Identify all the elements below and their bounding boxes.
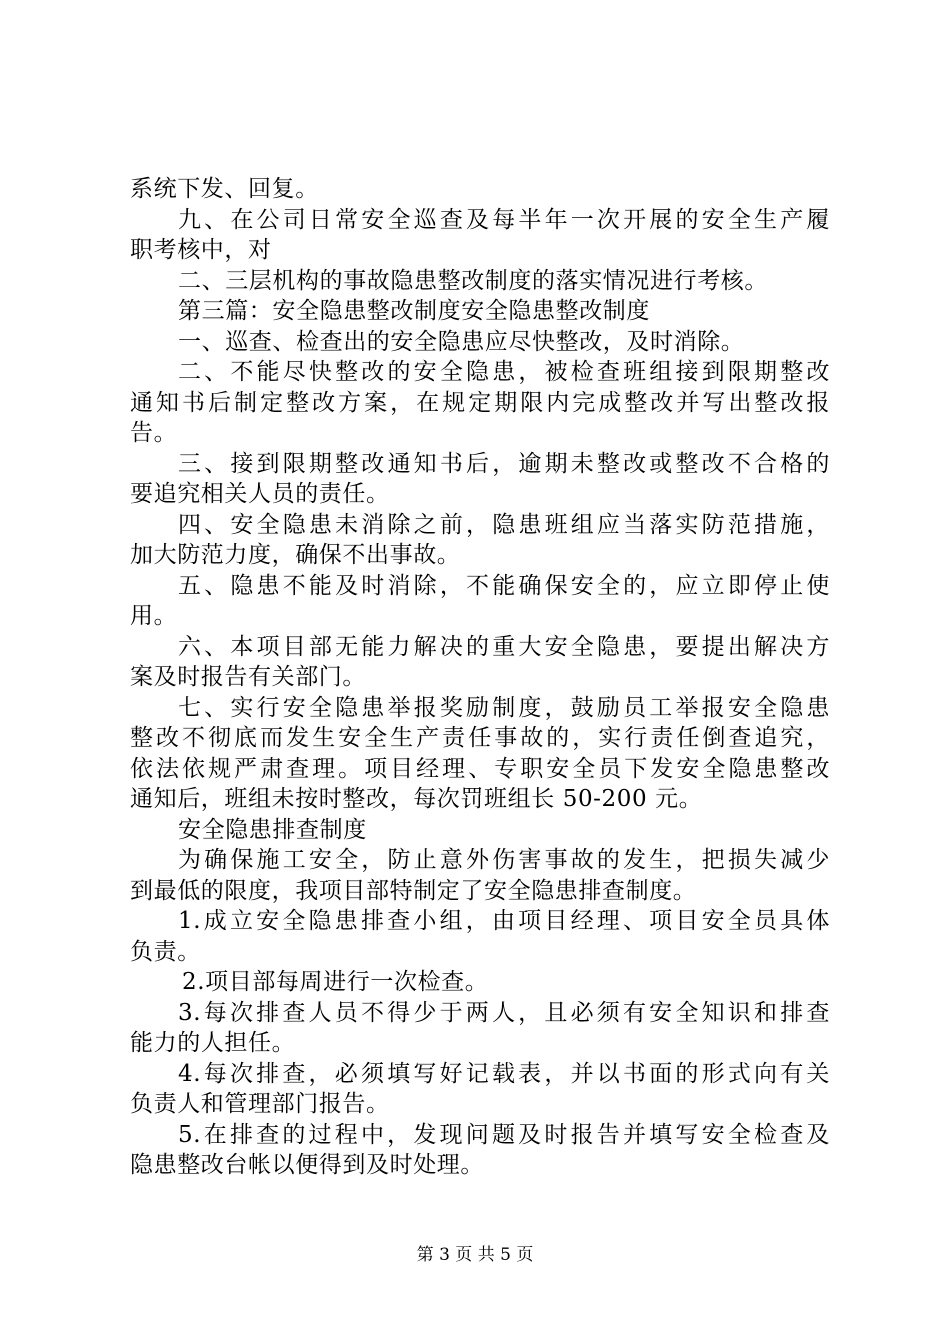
paragraph-line: 系统下发、回复。: [130, 176, 319, 202]
paragraph-line: 通知后，班组未按时整改，每次罚班组长 50-200 元。: [130, 786, 703, 812]
page-footer: [0, 1240, 950, 1265]
paragraph-line: 4.每次排查，必须填写好记载表，并以书面的形式向有关: [178, 1060, 830, 1087]
paragraph-line: 告。: [130, 420, 178, 446]
paragraph-line: 要追究相关人员的责任。: [130, 481, 390, 507]
paragraph-line: 二、三层机构的事故隐患整改制度的落实情况进行考核。: [178, 267, 768, 294]
paragraph-line: 1.成立安全隐患排查小组，由项目经理、项目安全员具体: [178, 908, 830, 934]
paragraph-line: 负责人和管理部门报告。: [130, 1091, 390, 1117]
paragraph-line: 四、安全隐患未消除之前，隐患班组应当落实防范措施，: [178, 511, 830, 538]
paragraph-line: 隐患整改台帐以便得到及时处理。: [130, 1152, 484, 1178]
paragraph-line: 能力的人担任。: [130, 1030, 296, 1056]
paragraph-line: 七、实行安全隐患举报奖励制度，鼓励员工举报安全隐患: [178, 694, 830, 721]
paragraph-line: 5.在排查的过程中，发现问题及时报告并填写安全检查及: [178, 1121, 830, 1148]
paragraph-line: 九、在公司日常安全巡查及每半年一次开展的安全生产履: [178, 206, 830, 233]
paragraph-line: 职考核中，对: [130, 237, 272, 263]
page-number-label: 第 3 页 共 5 页: [416, 1245, 534, 1265]
document-body: [130, 174, 830, 1181]
paragraph-line: 五、隐患不能及时消除，不能确保安全的，应立即停止使: [178, 572, 830, 599]
paragraph-line: 第三篇：安全隐患整改制度安全隐患整改制度: [178, 298, 650, 324]
paragraph-line: 加大防范力度，确保不出事故。: [130, 542, 461, 568]
paragraph-line: 安全隐患排查制度: [178, 816, 367, 843]
paragraph-line: 用。: [130, 603, 178, 629]
paragraph-line: 六、本项目部无能力解决的重大安全隐患，要提出解决方: [178, 633, 830, 660]
paragraph-line: 3.每次排查人员不得少于两人，且必须有安全知识和排查: [178, 999, 830, 1026]
paragraph-line: 到最低的限度，我项目部特制定了安全隐患排查制度。: [130, 877, 697, 904]
paragraph-line: 案及时报告有关部门。: [130, 664, 366, 690]
paragraph-line: 负责。: [130, 938, 201, 965]
paragraph-line: 二、不能尽快整改的安全隐患，被检查班组接到限期整改: [178, 359, 830, 385]
paragraph-line: 三、接到限期整改通知书后，逾期未整改或整改不合格的: [178, 450, 830, 477]
paragraph-line: 一、巡查、检查出的安全隐患应尽快整改，及时消除。: [178, 328, 745, 355]
paragraph-line: 为确保施工安全，防止意外伤害事故的发生，把损失减少: [178, 847, 830, 873]
paragraph-line: 整改不彻底而发生安全生产责任事故的，实行责任倒查追究，: [130, 725, 830, 751]
paragraph-line: 2.项目部每周进行一次检查。: [182, 969, 489, 995]
paragraph-line: 依法依规严肃查理。项目经理、专职安全员下发安全隐患整改: [130, 755, 830, 782]
paragraph-line: 通知书后制定整改方案，在规定期限内完成整改并写出整改报: [130, 389, 830, 416]
